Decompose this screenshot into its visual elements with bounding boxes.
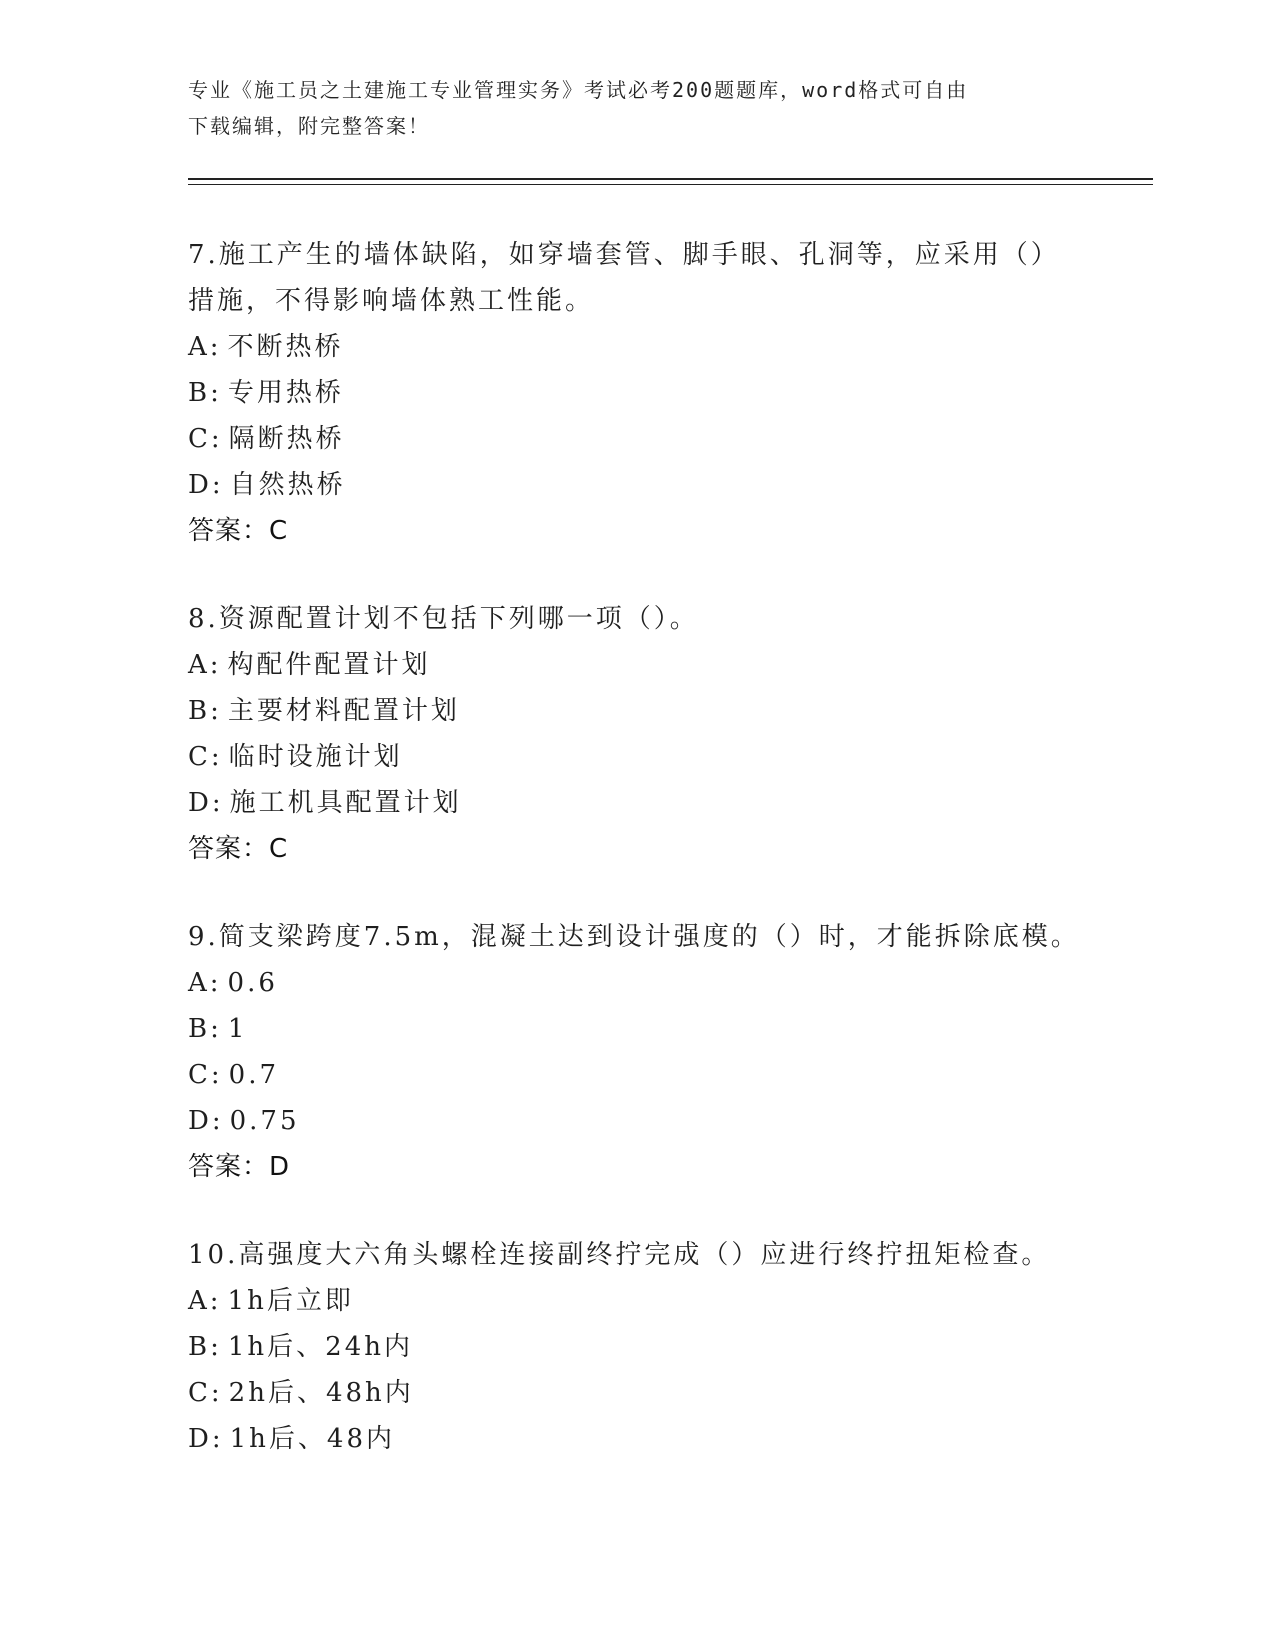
option-letter: B (188, 1332, 211, 1362)
question-stem: 8.资源配置计划不包括下列哪一项（）。 (188, 604, 699, 634)
option-letter: B (188, 696, 211, 726)
option-c (188, 1052, 1088, 1098)
question-stem: 10.高强度大六角头螺栓连接副终拧完成（）应进行终拧扭矩检查。 (188, 1240, 1051, 1270)
option-separator: : (210, 1332, 222, 1362)
option-c (188, 734, 1088, 780)
option-b (188, 1006, 1088, 1052)
option-separator: : (209, 968, 222, 998)
option-a (188, 324, 1088, 370)
option-letter: A (188, 1286, 210, 1316)
header-line-2: 下载编辑，附完整答案！ (188, 114, 430, 138)
option-separator: : (210, 742, 223, 772)
option-text: 1h后立即 (227, 1286, 354, 1316)
question-7 (188, 232, 1088, 554)
question-stem-continued: 措施，不得影响墙体熟工性能。 (188, 286, 595, 316)
option-separator: : (210, 424, 223, 454)
option-separator: : (210, 1378, 223, 1408)
option-separator: : (211, 1106, 224, 1136)
header-divider-thin (188, 184, 1153, 185)
option-text: 施工机具配置计划 (229, 788, 462, 818)
option-d (188, 1098, 1088, 1144)
option-text: 2h后、48h内 (228, 1378, 414, 1408)
option-letter: C (188, 1060, 211, 1090)
question-stem: 9.简支梁跨度7.5m，混凝土达到设计强度的（）时，才能拆除底模。 (188, 922, 1080, 952)
option-text: 专用热桥 (227, 378, 344, 408)
option-d (188, 780, 1088, 826)
option-a (188, 642, 1088, 688)
option-letter: D (188, 788, 212, 818)
option-text: 不断热桥 (227, 332, 344, 362)
answer-line: 答案：C (188, 834, 289, 864)
option-letter: A (188, 968, 210, 998)
option-separator: : (210, 1060, 223, 1090)
option-text: 临时设施计划 (228, 742, 403, 772)
option-c (188, 416, 1088, 462)
option-letter: D (188, 1106, 212, 1136)
option-separator: : (211, 788, 224, 818)
option-separator: : (210, 696, 222, 726)
option-letter: A (188, 332, 210, 362)
question-8 (188, 596, 1088, 872)
answer-line: 答案：D (188, 1152, 291, 1182)
option-d (188, 462, 1088, 508)
option-text: 构配件配置计划 (227, 650, 431, 680)
option-b (188, 1324, 1088, 1370)
option-text: 1 (227, 1014, 248, 1044)
document-header (188, 72, 1068, 144)
option-b (188, 370, 1088, 416)
option-separator: : (210, 1014, 222, 1044)
option-separator: : (211, 1424, 224, 1454)
option-b (188, 688, 1088, 734)
option-letter: D (188, 470, 212, 500)
option-text: 0.6 (227, 968, 278, 998)
option-letter: A (188, 650, 210, 680)
header-line-1: 专业《施工员之土建施工专业管理实务》考试必考200题题库，word格式可自由 (188, 78, 969, 102)
option-a (188, 1278, 1088, 1324)
option-letter: B (188, 378, 211, 408)
option-letter: D (188, 1424, 212, 1454)
option-c (188, 1370, 1088, 1416)
option-letter: C (188, 1378, 211, 1408)
header-divider-thick (188, 178, 1153, 180)
question-9 (188, 914, 1088, 1190)
option-text: 1h后、24h内 (227, 1332, 413, 1362)
option-text: 0.7 (228, 1060, 280, 1090)
option-text: 主要材料配置计划 (227, 696, 460, 726)
option-a (188, 960, 1088, 1006)
question-10 (188, 1232, 1088, 1462)
option-letter: C (188, 424, 211, 454)
option-separator: : (209, 1286, 222, 1316)
option-separator: : (210, 378, 222, 408)
option-letter: C (188, 742, 211, 772)
question-stem: 7.施工产生的墙体缺陷，如穿墙套管、脚手眼、孔洞等，应采用（） (188, 240, 1060, 270)
option-text: 1h后、48内 (229, 1424, 395, 1454)
option-separator: : (211, 470, 224, 500)
option-letter: B (188, 1014, 211, 1044)
option-separator: : (209, 650, 222, 680)
option-text: 0.75 (229, 1106, 300, 1136)
option-d (188, 1416, 1088, 1462)
answer-line: 答案：C (188, 516, 289, 546)
option-text: 隔断热桥 (228, 424, 345, 454)
option-separator: : (209, 332, 222, 362)
option-text: 自然热桥 (229, 470, 346, 500)
